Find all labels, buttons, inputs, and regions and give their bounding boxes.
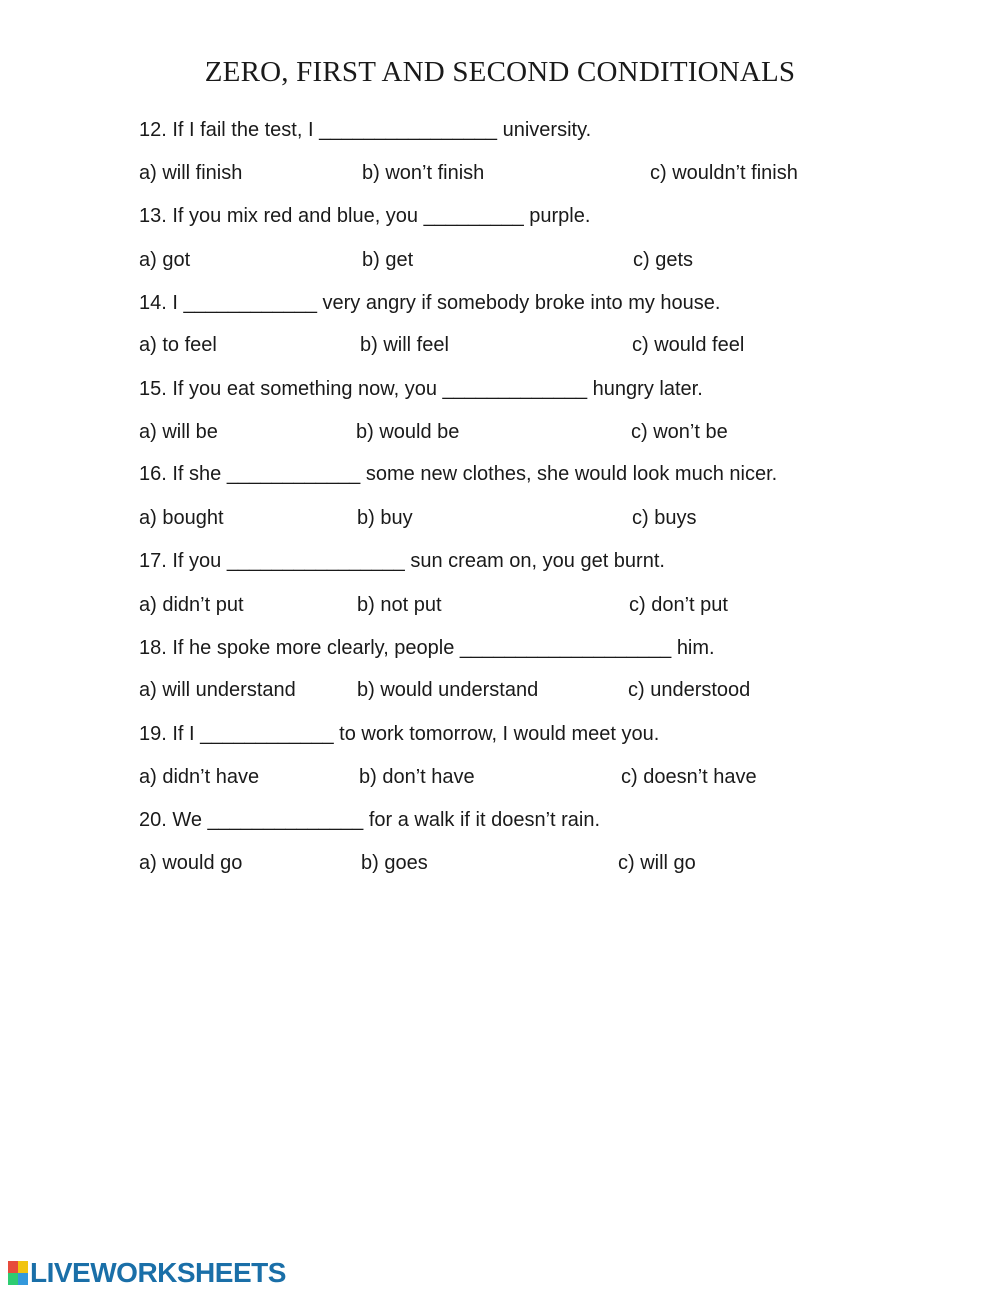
option-b[interactable]: b) won’t finish — [362, 162, 485, 184]
question-text: 15. If you eat something now, you _____________ hungry later. — [139, 378, 703, 400]
liveworksheets-logo-icon — [8, 1261, 28, 1285]
option-c[interactable]: c) would feel — [632, 334, 745, 356]
option-a[interactable]: a) got — [139, 249, 191, 271]
option-a[interactable]: a) to feel — [139, 334, 217, 356]
liveworksheets-logo[interactable] — [8, 1258, 286, 1288]
option-b[interactable]: b) not put — [357, 594, 442, 616]
option-c[interactable]: c) buys — [632, 507, 697, 529]
option-b[interactable]: b) would be — [356, 421, 460, 443]
option-a[interactable]: a) would go — [139, 852, 243, 874]
option-b[interactable]: b) don’t have — [359, 766, 475, 788]
option-b[interactable]: b) buy — [357, 507, 413, 529]
option-a[interactable]: a) will finish — [139, 162, 243, 184]
option-c[interactable]: c) won’t be — [631, 421, 728, 443]
option-a[interactable]: a) didn’t put — [139, 594, 244, 616]
option-a[interactable]: a) will understand — [139, 679, 296, 701]
worksheet-title: ZERO, FIRST AND SECOND CONDITIONALS — [204, 56, 796, 88]
option-b[interactable]: b) get — [362, 249, 414, 271]
question-text: 18. If he spoke more clearly, people ___________________ him. — [139, 637, 715, 659]
option-b[interactable]: b) will feel — [360, 334, 449, 356]
question-text: 13. If you mix red and blue, you _________ purple. — [139, 205, 591, 227]
option-c[interactable]: c) understood — [628, 679, 751, 701]
logo-text: LIVEWORKSHEETS — [30, 1257, 286, 1288]
option-b[interactable]: b) would understand — [357, 679, 539, 701]
option-c[interactable]: c) gets — [633, 249, 694, 271]
option-c[interactable]: c) wouldn’t finish — [650, 162, 798, 184]
question-text: 16. If she ____________ some new clothes, she would look much nicer. — [139, 463, 778, 485]
option-c[interactable]: c) don’t put — [629, 594, 728, 616]
option-a[interactable]: a) didn’t have — [139, 766, 260, 788]
option-c[interactable]: c) doesn’t have — [621, 766, 757, 788]
question-text: 12. If I fail the test, I ________________ university. — [139, 119, 592, 141]
question-text: 20. We ______________ for a walk if it doesn’t rain. — [139, 809, 601, 831]
option-b[interactable]: b) goes — [361, 852, 428, 874]
option-c[interactable]: c) will go — [618, 852, 696, 874]
option-a[interactable]: a) bought — [139, 507, 224, 529]
option-a[interactable]: a) will be — [139, 421, 218, 443]
question-text: 14. I ____________ very angry if somebody broke into my house. — [139, 292, 721, 314]
question-text: 17. If you ________________ sun cream on, you get burnt. — [139, 550, 665, 572]
question-text: 19. If I ____________ to work tomorrow, I would meet you. — [139, 723, 660, 745]
